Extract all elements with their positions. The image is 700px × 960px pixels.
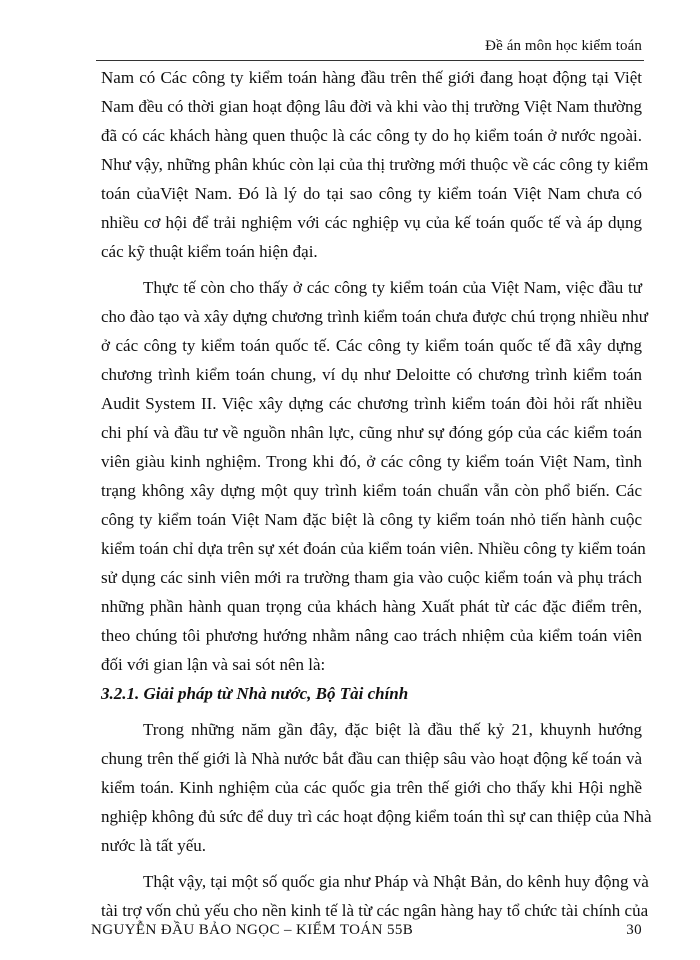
text-line: toán củaViệt Nam. Đó là lý do tại sao công ty kiểm toán Việt Nam chưa có: [101, 184, 642, 203]
text-line: công ty kiểm toán Việt Nam đặc biệt là công ty kiểm toán nhỏ tiến hành cuộc: [101, 510, 642, 529]
text-line: chương trình kiểm toán chung, ví dụ như Deloitte có chương trình kiểm toán: [101, 365, 642, 384]
header-divider: [96, 60, 644, 61]
text-line: Như vậy, những phân khúc còn lại của thị trường mới thuộc về các công ty kiểm: [101, 155, 649, 174]
text-line: kiểm toán. Kinh nghiệm của các quốc gia trên thế giới cho thấy khi Hội nghề: [101, 778, 642, 797]
page-number: 30: [626, 922, 642, 938]
text-line: các kỹ thuật kiểm toán hiện đại.: [101, 242, 318, 261]
text-line: Trong những năm gần đây, đặc biệt là đầu thế kỷ 21, khuynh hướng: [143, 720, 642, 739]
text-line: đã có các khách hàng quen thuộc là các công ty do họ kiểm toán ở nước ngoài.: [101, 126, 642, 145]
text-line: những phần hành quan trọng của khách hàng Xuất phát từ các đặc điểm trên,: [101, 597, 642, 616]
text-line: viên giàu kinh nghiệm. Trong khi đó, ở các công ty kiểm toán Việt Nam, tình: [101, 452, 642, 471]
page-footer: [91, 922, 642, 939]
paragraph: [101, 63, 649, 266]
text-line: theo chúng tôi phương hướng nhằm nâng cao trách nhiệm của kiểm toán viên: [101, 626, 642, 645]
text-line: sử dụng các sinh viên mới ra trường tham gia vào cuộc kiểm toán và phụ trách: [101, 568, 642, 587]
text-line: ở các công ty kiểm toán quốc tế. Các công ty kiểm toán quốc tế đã xây dựng: [101, 336, 642, 355]
paragraph: [101, 867, 649, 925]
text-line: Nam đều có thời gian hoạt động lâu đời và khi vào thị trường Việt Nam thường: [101, 97, 642, 116]
text-line: kiểm toán chỉ dựa trên sự xét đoán của kiểm toán viên. Nhiều công ty kiểm toán: [101, 539, 646, 558]
footer-author: NGUYỄN ĐẦU BẢO NGỌC – KIỂM TOÁN 55B: [91, 922, 414, 938]
text-line: Thật vậy, tại một số quốc gia như Pháp và Nhật Bản, do kênh huy động và: [143, 872, 649, 891]
page-header-title: Đề án môn học kiểm toán: [485, 38, 642, 54]
paragraph: [101, 273, 648, 679]
body-text: [101, 63, 652, 925]
paragraph: [101, 715, 652, 860]
text-line: chi phí và đầu tư về nguồn nhân lực, cũng như sự đóng góp của các kiểm toán: [101, 423, 642, 442]
text-line: tài trợ vốn chủ yếu cho nền kinh tế là từ các ngân hàng hay tổ chức tài chính của: [101, 901, 649, 920]
text-line: Audit System II. Việc xây dựng các chương trình kiểm toán đòi hỏi rất nhiều: [101, 394, 642, 413]
text-line: trạng không xây dựng một quy trình kiểm toán chuẩn vẫn còn phổ biến. Các: [101, 481, 642, 500]
text-line: cho đào tạo và xây dựng chương trình kiểm toán chưa được chú trọng nhiều như: [101, 307, 648, 326]
text-line: Nam có Các công ty kiểm toán hàng đầu trên thế giới đang hoạt động tại Việt: [101, 68, 642, 87]
text-line: nước là tất yếu.: [101, 836, 207, 855]
text-line: nhiều cơ hội để trải nghiệm với các nghiệp vụ của kế toán quốc tế và áp dụng: [101, 213, 642, 232]
text-line: nghiệp không đủ sức để duy trì các hoạt động kiểm toán thì sự can thiệp của Nhà: [101, 807, 652, 826]
text-line: chung trên thế giới là Nhà nước bắt đầu can thiệp sâu vào hoạt động kế toán và: [101, 749, 642, 768]
text-line: Thực tế còn cho thấy ở các công ty kiểm toán của Việt Nam, việc đầu tư: [143, 278, 642, 297]
text-line: đối với gian lận và sai sót nên là:: [101, 655, 326, 674]
section-heading: 3.2.1. Giải pháp từ Nhà nước, Bộ Tài chính: [101, 684, 409, 703]
